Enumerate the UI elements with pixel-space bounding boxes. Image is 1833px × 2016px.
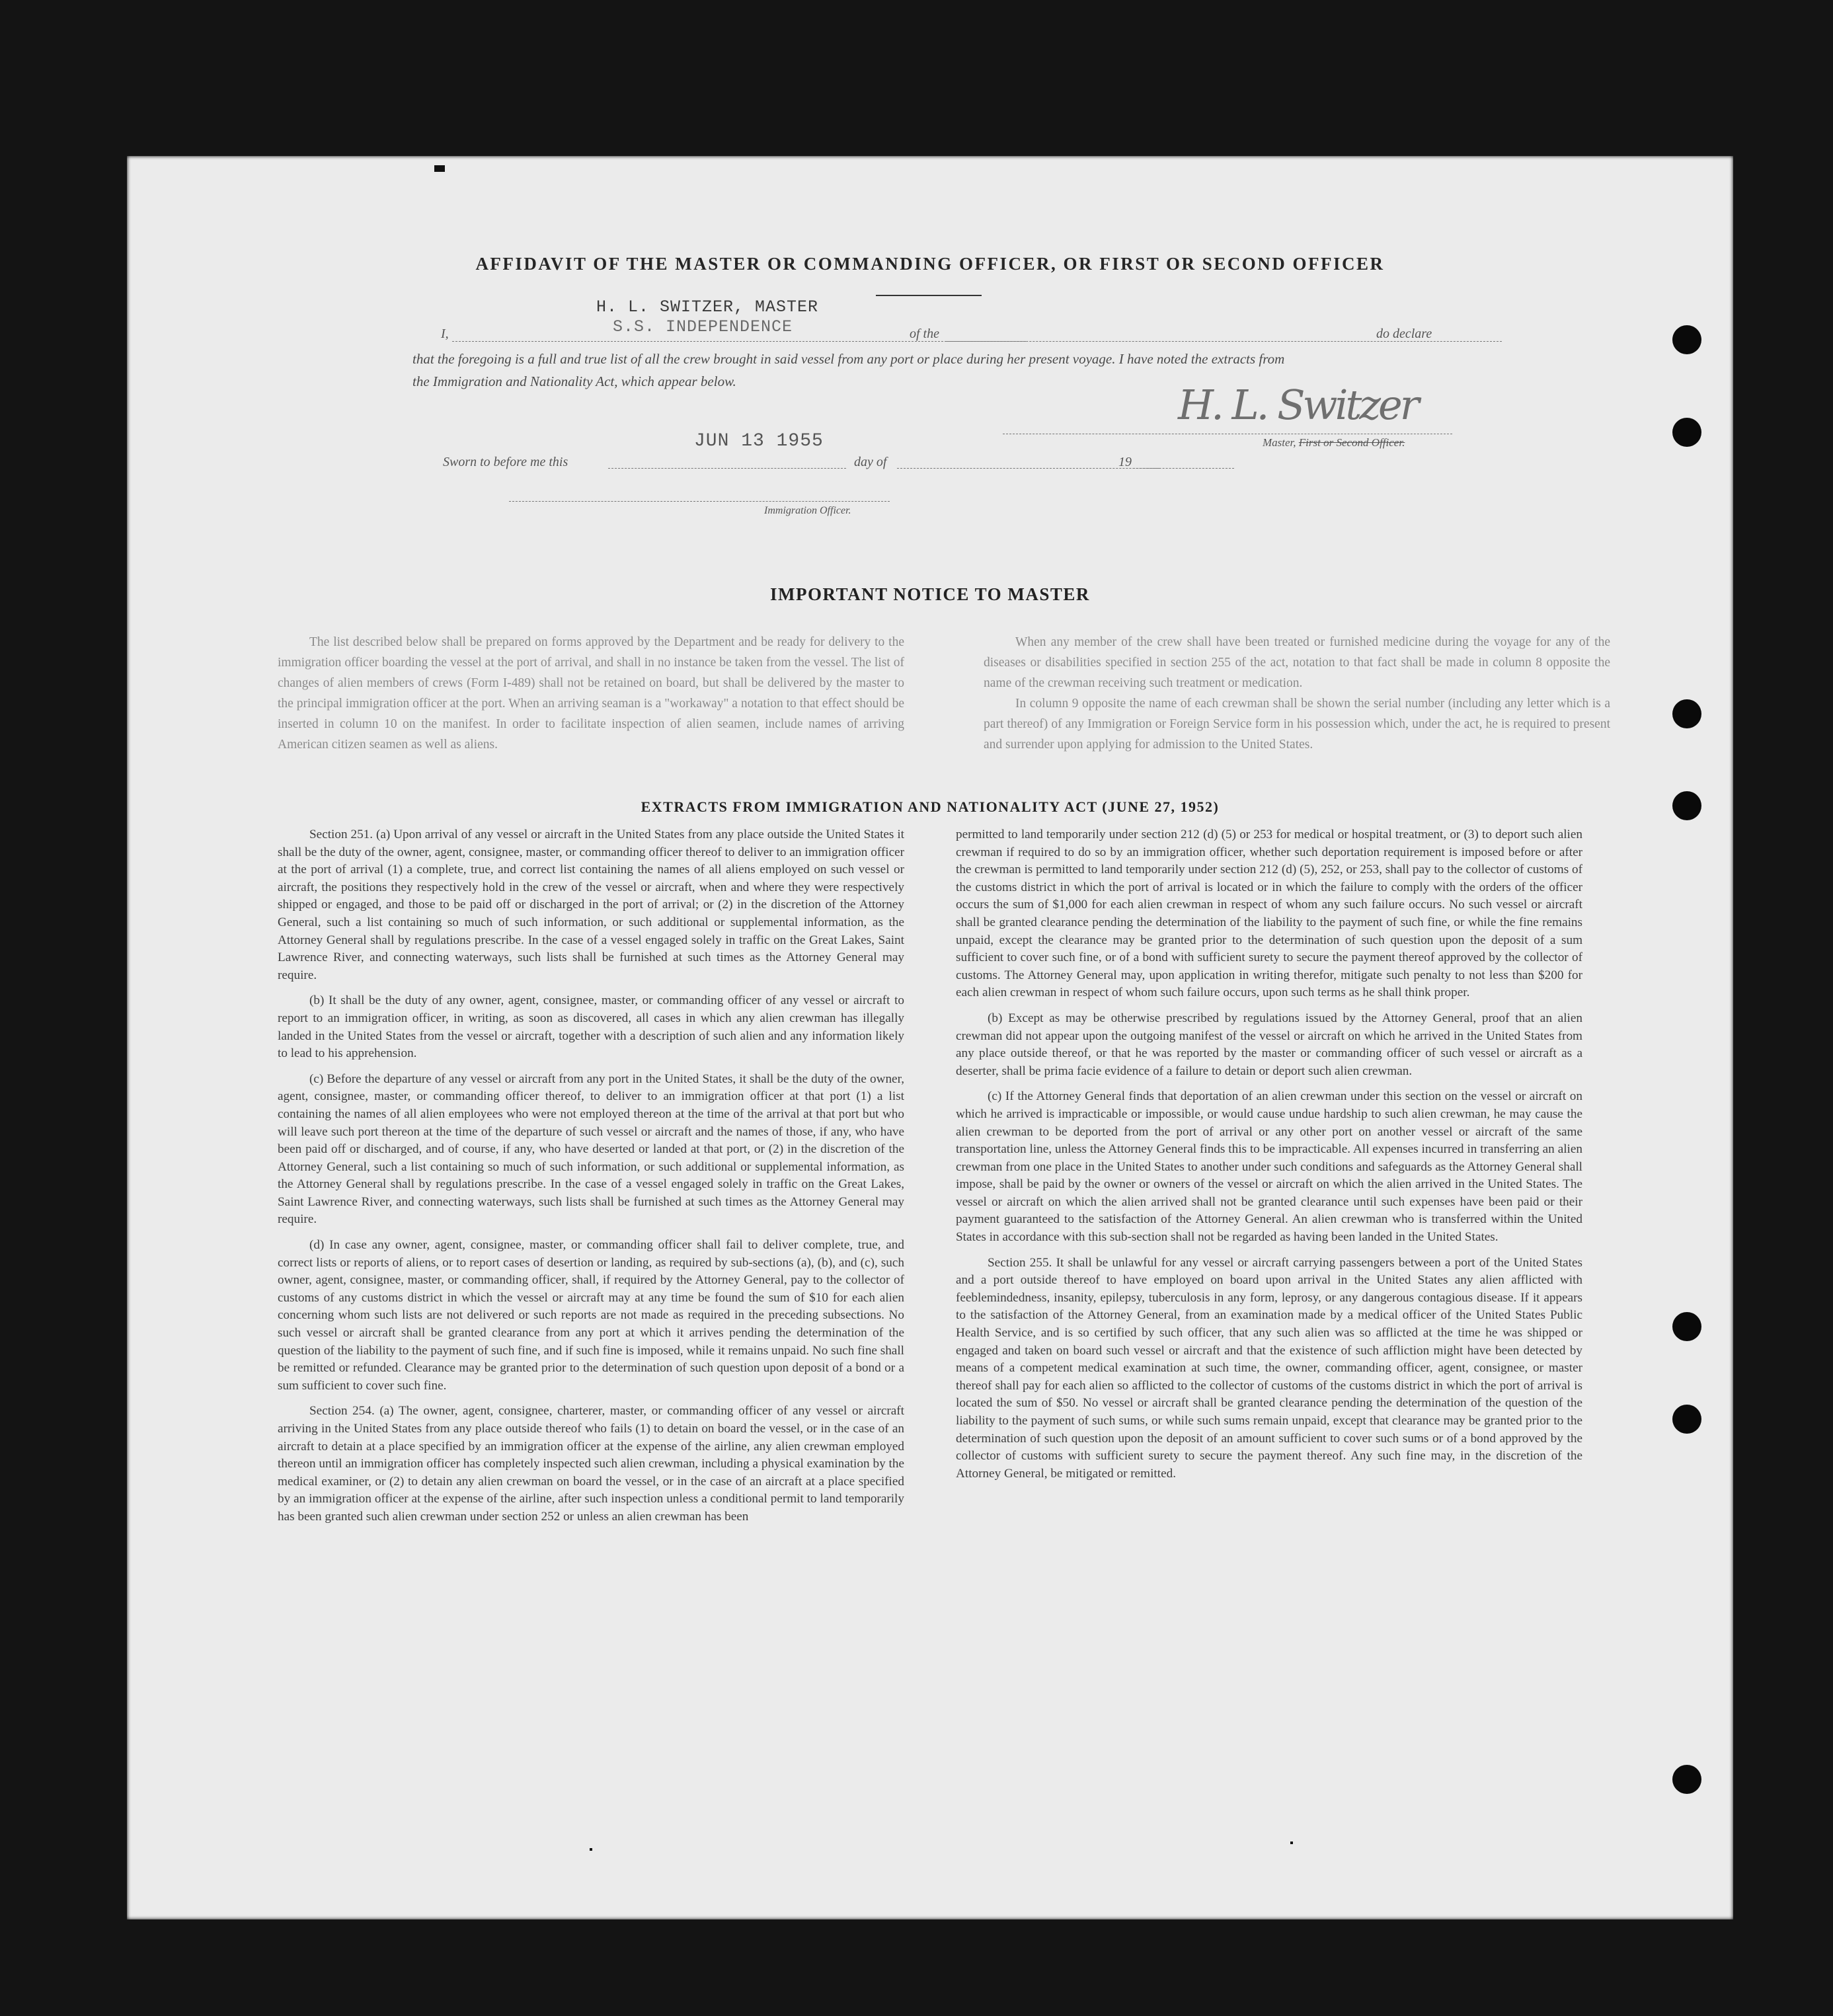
immigration-officer-caption: Immigration Officer.: [764, 505, 851, 516]
scan-speck: [590, 1848, 592, 1851]
signature-caption: [1263, 436, 1405, 449]
section-254-a: Section 254. (a) The owner, agent, consignee, charterer, master, or commanding officer of any vessel or aircraft arriving in the United States from any place outside thereof who fails (1) to detain on board the vessel, or in the case of an aircraft to detain at a place specified by an immigration officer at the expense of the airline, any alien crewman employed thereon until an immigration officer has completely inspected such alien crewman, including a physical examination by the medical examiner, or (2) to detain any alien crewman on board the vessel, or in the case of an aircraft at a place specified by an immigration officer at the expense of the airline, after such inspection unless a conditional permit to land temporarily has been granted such alien crewman under section 252 or unless an alien crewman has been: [278, 1404, 904, 1524]
title-underline: [876, 295, 982, 296]
sworn-day-line: [608, 468, 846, 469]
document-page: [127, 156, 1733, 1919]
of-the-label: of the: [910, 327, 939, 341]
section-255: Section 255. It shall be unlawful for any vessel or aircraft carrying passengers between a port of the United States and a port outside thereof to have employed on board upon arrival in the United States any alien afflicted with feeblemindedness, insanity, epilepsy, tuberculosis in any form, leprosy, or any dangerous contagious disease. If it appears to the satisfaction of the Attorney General, from an examination made by a medical officer of the United States Public Health Service, and is so certified by such officer, that any such alien was so afflicted at the time he was shipped or engaged and taken on board such vessel or aircraft and that the existence of such affliction might have been detected by means of a competent medical examination at such time, the owner, commanding officer, agent, consignee, or master thereof shall pay for each alien so afflicted to the collector of customs of the customs district in which the port of arrival is located the sum of $50. No vessel or aircraft shall be granted clearance pending the determination of the question of the liability to the payment of such sums, or while such sums remain unpaid, except that clearance may be granted prior to the determination of such question upon the deposit of an amount sufficient to cover such sums or of a bond approved by the collector of customs with sufficient surety to secure the payment thereof. Any such fine may, in the discretion of the Attorney General, be mitigated or remitted.: [956, 1255, 1582, 1481]
section-254-b: (b) Except as may be otherwise prescribed by regulations issued by the Attorney General, proof that an alien crewman did not appear upon the outgoing manifest of the vessel or aircraft on which he arrived in the United States from any place outside thereof, or that he was reported by the master or commanding officer of such vessel or aircraft as a deserter, shall be prima facie evidence of a failure to detain or deport such alien crewman.: [956, 1011, 1582, 1078]
master-signature: H. L. Switzer: [1178, 381, 1417, 429]
date-stamp: JUN 13 1955: [694, 431, 824, 451]
section-251-c: (c) Before the departure of any vessel or aircraft from any port in the United States, it shall be the duty of the owner, agent, consignee, master, or commanding officer thereof, to deliver to an immigration officer at that port (1) a list containing the names of all alien employees who were not employed thereon at the time of the arrival at that port but who will leave such port thereon at the time of the departure of such vessel or aircraft and the names of those, if any, who have been paid off or discharged, and of course, if any, who have deserted or landed at that port, or (2) in the discretion of the Attorney General, such a list containing so much of such information, or such additional or supplemental information, as the Attorney General shall by regulations prescribe. In the case of a vessel engaged solely in traffic on the Great Lakes, Saint Lawrence River, and connecting waterways, such lists shall be furnished at such times as the Attorney General may require.: [278, 1071, 904, 1227]
year-prefix: 19: [1118, 455, 1132, 469]
affidavit-title: AFFIDAVIT OF THE MASTER OR COMMANDING OFFICER, OR FIRST OR SECOND OFFICER: [475, 254, 1385, 274]
section-254-c: (c) If the Attorney General finds that deportation of an alien crewman under this section on the vessel or aircraft on which he arrived is impracticable or impossible, or would cause undue hardship to such alien crewman, he may cause the alien crewman to be deported from the port of arrival or any other port on another vessel or aircraft of the same transportation line, unless the Attorney General finds this to be impracticable. All expenses incurred in transferring an alien crewman from one place in the United States to another under such conditions and safeguards as the Attorney General shall impose, shall be paid by the owner or owners of the vessel or aircraft on which the alien arrived in the United States. The vessel or aircraft on which the alien arrived shall not be granted clearance until such expenses have been paid or their payment guaranteed to the satisfaction of the Attorney General. An alien crewman who is transferred within the United States in accordance with this sub-section shall not be regarded as having been landed in the United States.: [956, 1089, 1582, 1245]
do-declare-label: do declare: [1376, 327, 1432, 341]
binder-hole: [1672, 1765, 1701, 1794]
binder-hole: [1672, 418, 1701, 447]
notice-right-paragraph-2: In column 9 opposite the name of each crewman shall be shown the serial number (including any letter which is a part thereof) of any Immigration or Foreign Service form in his possession which, under the act, he is required to present and surrender upon applying for admission to the United States.: [984, 697, 1610, 752]
section-251-a: Section 251. (a) Upon arrival of any vessel or aircraft in the United States from any place outside the United States it shall be the duty of the owner, agent, consignee, master, or commanding officer thereof to deliver to an immigration officer at the port of arrival (1) a complete, true, and correct list containing the names of all aliens employed on such vessel or aircraft, the positions they respectively hold in the crew of the vessel or aircraft, when and where they were respectively shipped or engaged, and those to be paid off or discharged in the port of arrival; or (2) in the discretion of the Attorney General, such a list containing so much of such information, or such additional or supplemental information, as the Attorney General shall by regulations prescribe. In the case of a vessel engaged solely in traffic on the Great Lakes, Saint Lawrence River, and connecting waterways, such lists shall be furnished at such times as the Attorney General may require.: [278, 828, 904, 982]
year-line: [1133, 468, 1159, 469]
section-251-d: (d) In case any owner, agent, consignee, master, or commanding officer shall fail to deliver complete, true, and correct lists or reports of aliens, or to report cases of desertion or landing, as required by sub-sections (a), (b), and (c), such owner, agent, consignee, master, or commanding officer, shall, if required by the Attorney General, pay to the collector of customs of any customs district in which the vessel or aircraft may at any time be found the sum of $10 for each alien concerning whom such lists are not delivered or such reports are not made as required in the preceding subsections. No such vessel or aircraft shall be granted clearance from any port at which it arrives pending the determination of the question of the liability to the payment of such fine, and if such fine is imposed, while it remains unpaid. No such fine shall be remitted or refunded. Clearance may be granted prior to the determination of such question upon deposit of a bond or a sum sufficient to cover such fine.: [278, 1238, 904, 1393]
notice-left-paragraph: The list described below shall be prepared on forms approved by the Department and be ready for delivery to the immigration officer boarding the vessel at the port of arrival, and shall in no instance be taken from the vessel. The list of changes of alien members of crews (Form I-489) shall not be retained on board, but shall be delivered by the master to the principal immigration officer at the port. When an arriving seaman is a "workaway" a notation to that effect should be inserted in column 10 on the manifest. In order to facilitate inspection of alien seamen, include names of arriving American citizen seamen as well as aliens.: [278, 635, 904, 752]
scan-speck: [1290, 1842, 1293, 1844]
section-254-a-continued: permitted to land temporarily under section 212 (d) (5) or 253 for medical or hospital treatment, or (3) to deport such alien crewman if required to do so by an immigration officer, whether such deportation requirement is imposed before or after the crewman is permitted to land temporarily under section 212 (d) (5), 252, or 253, shall pay to the collector of customs of the customs district in which the port of arrival is located or in which the failure to comply with the orders of the officer occurs the sum of $1,000 for each alien crewman in respect of whom any such failure occurs. No such vessel or aircraft shall be granted clearance pending the determination of the liability to the payment of such fine, or while the fine remains unpaid, except the clearance may be granted prior to the determination of such question upon the deposit of a sum sufficient to cover such fine, or of a bond with sufficient surety to secure the payment thereof approved by the collector of customs. The Attorney General may, upon application in writing therefor, mitigate such penalty to not less than $200 for each alien crewman in respect of whom such failure occurs, upon such terms as he shall think proper.: [956, 828, 1582, 1000]
declaration-line-1: that the foregoing is a full and true list of all the crew brought in said vessel from any port or place during her present voyage. I have noted the extracts from: [412, 351, 1285, 367]
notice-right-column: [984, 632, 1610, 755]
binder-hole: [1672, 791, 1701, 820]
month-line: [897, 468, 1234, 469]
binder-hole: [1672, 325, 1701, 354]
scan-speck: [434, 165, 445, 172]
section-251-b: (b) It shall be the duty of any owner, agent, consignee, master, or commanding officer of any vessel or aircraft to report to an immigration officer, in writing, as soon as discovered, all cases in which any alien crewman has illegally landed in the United States from the vessel or aircraft, together with a description of such alien and any information likely to lead to his apprehension.: [278, 993, 904, 1061]
binder-hole: [1672, 1312, 1701, 1341]
notice-title: IMPORTANT NOTICE TO MASTER: [770, 584, 1090, 604]
typed-master-name: H. L. SWITZER, MASTER: [596, 297, 819, 317]
declaration-line-2: the Immigration and Nationality Act, which appear below.: [412, 373, 736, 389]
notice-left-column: [278, 632, 904, 755]
day-of-label: day of: [854, 455, 887, 469]
sworn-label: Sworn to before me this: [443, 455, 568, 469]
immigration-officer-line: [509, 501, 890, 502]
binder-hole: [1672, 1405, 1701, 1434]
typed-vessel-name: S.S. INDEPENDENCE: [613, 317, 793, 336]
extracts-title: EXTRACTS FROM IMMIGRATION AND NATIONALITY ACT (JUNE 27, 1952): [641, 798, 1220, 815]
signature-caption-officer: First or Second Officer.: [1298, 436, 1405, 449]
signature-caption-master: Master,: [1263, 436, 1296, 449]
notice-right-paragraph-1: When any member of the crew shall have been treated or furnished medicine during the voyage for any of the diseases or disabilities specified in section 255 of the act, notation to that fact shall be made in column 8 opposite the name of the crewman receiving such treatment or medication.: [984, 635, 1610, 690]
binder-hole: [1672, 699, 1701, 728]
extracts-right-column: [956, 826, 1582, 1491]
extracts-left-column: [278, 826, 904, 1534]
name-blank-line: [452, 341, 1026, 342]
i-label: I,: [441, 327, 449, 341]
